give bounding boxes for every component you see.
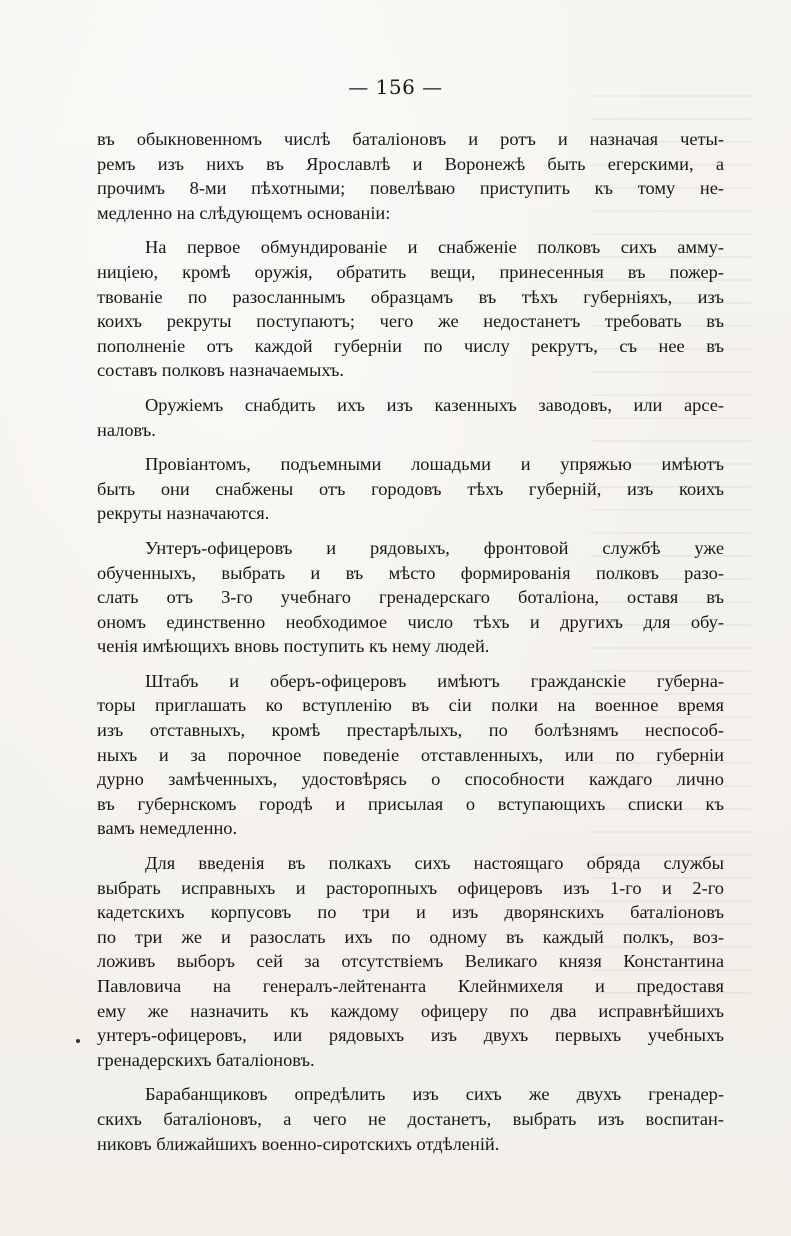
text-line: выбрать исправныхъ и расторопныхъ офицеровъ изъ 1-го и 2-го [97,877,724,898]
text-line: Оружіемъ снабдить ихъ изъ казенныхъ заводовъ, или арсе- [145,394,724,415]
text-line: изъ отставныхъ, кромѣ престарѣлыхъ, по болѣзнямъ неспособ- [97,720,724,741]
text-line: наловъ. [97,419,156,440]
text-line: На первое обмундированіе и снабженіе полковъ сихъ амму- [145,237,724,258]
text-line: ономъ единственно необходимое число тѣхъ и другихъ для обу- [97,611,724,632]
paragraph [97,851,724,1072]
text-line: коихъ рекруты поступаютъ; чего же недостанетъ требовать въ [97,311,724,332]
paragraph [97,536,724,659]
paragraph [97,452,724,526]
text-line: ниціею, кромѣ оружія, обратить вещи, принесенныя въ пожер- [97,261,724,282]
document-body [97,127,724,1166]
text-line: въ губернскомъ городѣ и присылая о вступающихъ списки къ [97,793,724,814]
text-line: кадетскихъ корпусовъ по три и изъ дворянскихъ баталіоновъ [97,902,724,923]
text-line: вамъ немедленно. [97,818,238,839]
text-line: торы приглашать ко вступленію въ сіи полки на военное время [97,695,724,716]
text-line: никовъ ближайшихъ военно-сиротскихъ отдѣленій. [97,1133,500,1154]
text-line: медленно на слѣдующемъ основаніи: [97,202,391,223]
text-line: по три же и разослать ихъ по одному въ каждый полкъ, воз- [97,926,724,947]
text-line: рекруты назначаются. [97,503,270,524]
text-line: ему же назначить къ каждому офицеру по два исправнѣйшихъ [97,1000,724,1021]
text-line: обученныхъ, выбрать и въ мѣсто формированія полковъ разо- [97,562,724,583]
text-line: прочимъ 8-ми пѣхотными; повелѣваю приступить къ тому не- [97,178,724,199]
text-line: Штабъ и оберъ-офицеровъ имѣютъ гражданскіе губерна- [145,670,724,691]
paragraph [97,235,724,383]
text-line: пополненіе отъ каждой губерніи по числу рекрутъ, съ нее въ [97,335,724,356]
text-line: быть они снабжены отъ городовъ тѣхъ губерній, изъ коихъ [97,478,724,499]
ink-speck [76,1039,80,1043]
text-line: ченія имѣющихъ вновь поступить къ нему людей. [97,636,490,657]
text-line: составъ полковъ назначаемыхъ. [97,360,344,381]
text-line: въ обыкновенномъ числѣ баталіоновъ и ротъ и назначая четы- [97,129,724,149]
text-line: Барабанщиковъ опредѣлить изъ сихъ же двухъ гренадер- [145,1084,724,1105]
paragraph [97,127,724,225]
text-line: Для введенія въ полкахъ сихъ настоящаго обряда службы [145,853,724,874]
text-line: слать отъ 3-го учебнаго гренадерскаго боталіона, оставя въ [97,587,724,608]
text-line: Провіантомъ, подъемными лошадьми и упряжью имѣютъ [145,454,724,475]
text-line: ложивъ выборъ сей за отсутствіемъ Великаго князя Константина [97,951,724,972]
paragraph [97,393,724,442]
text-line: Павловича на генералъ-лейтенанта Клейнмихеля и предоставя [97,976,724,996]
text-line: гренадерскихъ баталіоновъ. [97,1049,315,1070]
text-line: ремъ изъ нихъ въ Ярославлѣ и Воронежѣ быть егерскими, а [97,153,724,174]
text-line: дурно замѣченныхъ, удостовѣрясь о способности каждаго лично [97,769,724,790]
text-line: унтеръ-офицеровъ, или рядовыхъ изъ двухъ первыхъ учебныхъ [97,1025,724,1046]
page-number: — 156 — [348,75,443,99]
text-line: ныхъ и за порочное поведеніе отставленныхъ, или по губерніи [97,744,724,765]
paragraph [97,669,724,841]
paragraph [97,1082,724,1156]
text-line: Унтеръ-офицеровъ и рядовыхъ, фронтовой службѣ уже [145,537,724,558]
text-line: скихъ баталіоновъ, а чего не достанетъ, выбрать изъ воспитан- [97,1108,724,1129]
text-line: твованіе по разосланнымъ образцамъ въ тѣхъ губерніяхъ, изъ [97,286,724,307]
